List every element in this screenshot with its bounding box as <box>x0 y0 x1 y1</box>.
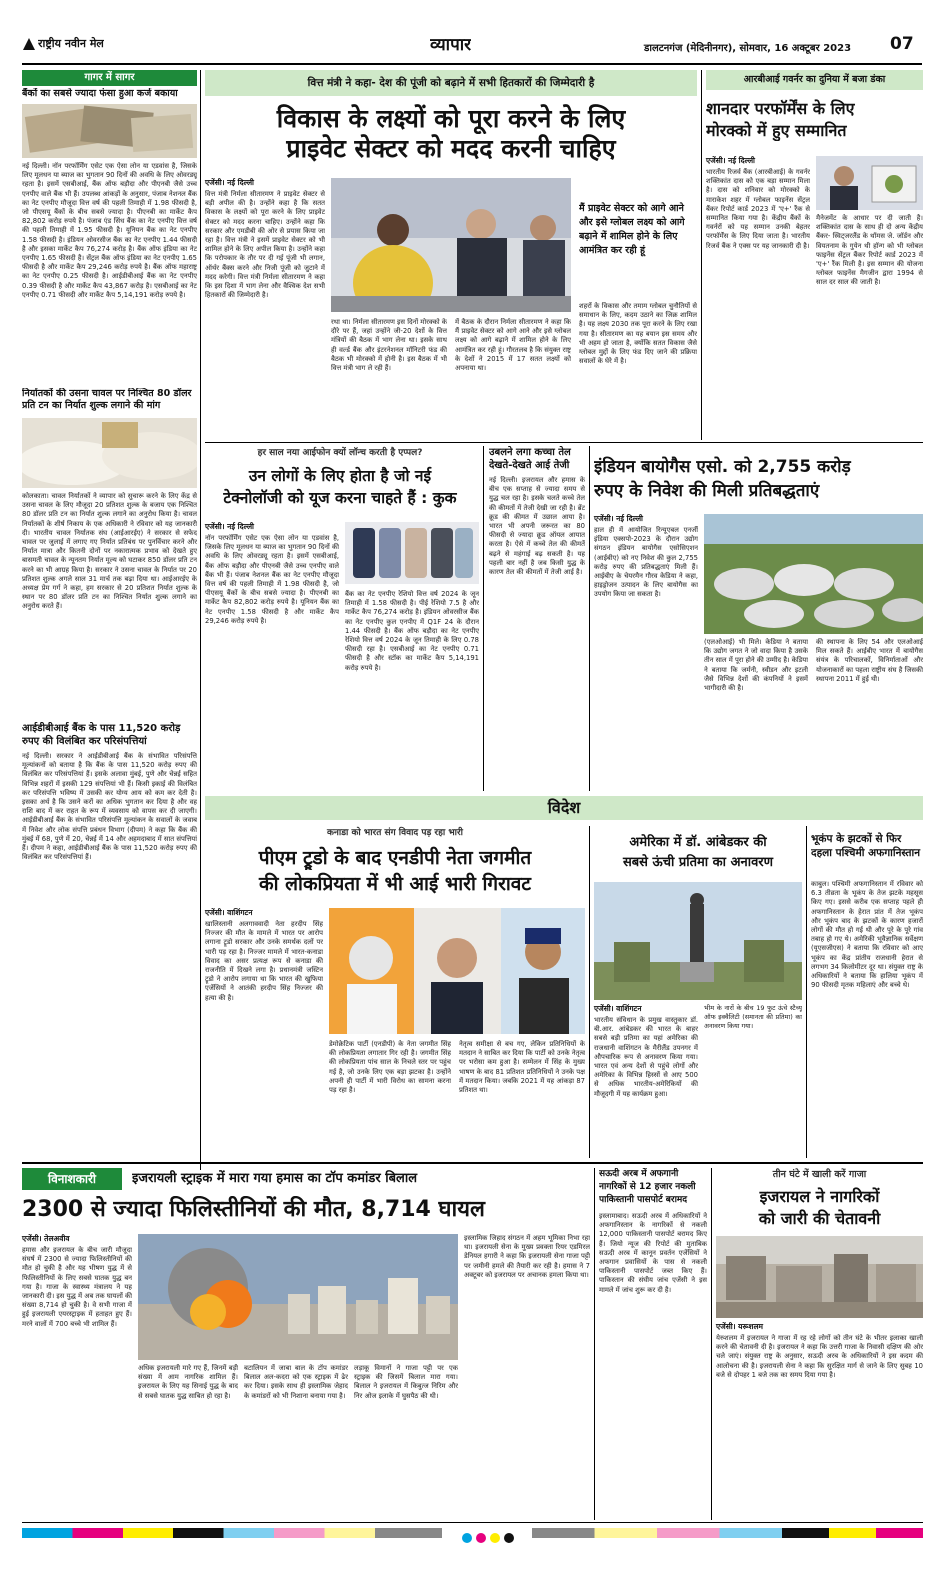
pull-quote: मैं प्राइवेट सेक्टर को आगे आने और इसे ग्लोबल लक्ष्य को आगे बढ़ाने में शामिल होने के लिए आमंत्रित कर रही हूं <box>579 203 685 256</box>
gaza-headline-line-2: को जारी की चेतावनी <box>758 1209 881 1228</box>
videsh-band <box>205 796 923 820</box>
article-body: (एलओआई) भी मिले। केडिया ने बताया कि उद्योग जगत ने जो वादा किया है उसके तीन साल में पूरा होने की उम्मीद है। केडिया ने बताया कि जर्मनी, स्वीडन और इटली जैसे विभिन्न देशों की कंपनियों ने इसमें भागीदारी की है। <box>704 638 808 693</box>
canada-headline-line-1: पीएम ट्रूडो के बाद एनडीपी नेता जगमीत <box>258 847 532 869</box>
saudi-story <box>599 1168 707 1520</box>
currency-photo <box>22 104 197 158</box>
article-body: डेमोक्रेटिक पार्टी (एनडीपी) के नेता जगमीत सिंह की लोकप्रियता लगातार गिर रही है। जगमीत सिंह की लोकप्रियता पांच साल के निचले स्तर पर पहुंच गई है, जो उनके लिए एक बड़ा झटका है। उन्होंने अपनी ही पार्टी में भारी विरोध का सामना करना पड़ रहा है। <box>329 1040 451 1095</box>
footer-rule <box>22 1522 923 1523</box>
kicker-text: आरबीआई गवर्नर का दुनिया में बजा डंका <box>743 74 886 85</box>
column-divider <box>594 1168 595 1520</box>
section-tag <box>22 70 197 86</box>
israel-headline: 2300 से ज्यादा फिलिस्तीनियों की मौत, 8,714 घायल <box>22 1197 485 1222</box>
article-body: नेतृत्व समीक्षा से बच गए, लेकिन प्रतिनिधियों के मतदान ने साबित कर दिया कि पार्टी को उनके नेतृत्व पर भरोसा कम हुआ है। सम्मेलन में सिंह के मुख्य भाषण के बाद 81 प्रतिशत प्रतिनिधियों ने उनके पक्ष में मतदान किया। जबकि 2021 में यह आंकड़ा 87 प्रतिशत था। <box>459 1040 585 1095</box>
article-body: नई दिल्ली। नॉन परफॉर्मिंग एसेट एक ऐसा लोन या एडवांस है, जिसके लिए मूलधन या ब्याज का भुगतान 90 दिनों की अवधि के लिए ओवरड्यू रहता है। इसमें एसबीआई, बैंक ऑफ बड़ौदा और पीएनबी जैसे उच्च एनपीए वाले बैंक भी हैं। उपलब्ध आंकड़ों के अनुसार, पंजाब नेशनल बैंक का नेट एनपीए मौजूदा वित्त वर्ष की पहली तिमाही में 1.98 फीसदी है, जो पीएसयू बैंकों के बीच सबसे ज्यादा है। पीएनबी का मार्केट कैप 82,802 करोड़ रुपये है। पंजाब एंड सिंध बैंक का नेट एनपीए वित्त वर्ष की पहली तिमाही में 1.95 फीसदी है। यूनियन बैंक का नेट एनपीए 1.58 फीसदी है। इंडियन ओवरसीज बैंक का नेट एनपीए 1.44 फीसदी है और इसका मार्केट कैप 76,274 करोड़ है। बैंक ऑफ इंडिया का नेट एनपीए 1.65 फीसदी है। सेंट्रल बैंक ऑफ इंडिया का नेट एनपीए 1.65 फीसदी है और मार्केट कैप 29,246 करोड़ रुपये है। बैंक ऑफ महाराष्ट्र का नेट एनपीए 0.25 फीसदी है। आईडीबीआई बैंक का नेट एनपीए 0.39 फीसदी है और मार्केट कैप 43,867 करोड़ है। एसबीआई का नेट एनपीए 0.71 फीसदी और मार्केट कैप 5,14,191 करोड़ रुपये है। <box>22 162 197 299</box>
gaza-kicker: तीन घंटे में खाली करें गाजा <box>772 1169 867 1180</box>
rbi-governor-photo <box>816 156 923 210</box>
lead-kicker <box>205 70 697 96</box>
left-column <box>22 70 197 1160</box>
byline: एजेंसी। वाशिंगटन <box>594 1004 642 1013</box>
israel-story <box>22 1168 590 1520</box>
registration-strip-right <box>532 1528 923 1538</box>
article-body: शहरों के विकास और तमाम ग्लोबल चुनौतियों से समाधान के लिए, कदम उठाने का जिक्र शामिल है। यह लक्ष्य 2030 तक पूरा करने के लिए रखा गया है। सीतारमण का यह बयान इस समय और भी अहम हो जाता है, क्योंकि सतत विकास जैसे ग्लोबल मुद्दों के लिए फंड दिए जाने की प्रक्रिया सवालों के घेरे में है। <box>579 302 697 366</box>
article-body: लड़ाकू विमानों ने गाजा पट्टी पर एक स्ट्राइक की जिसमें बिलाल मारा गया। बिलाल ने इजरायल में किबुत्ज निरिम और निर ओज इलाके में घुसपैठ की थी। <box>354 1364 458 1400</box>
newspaper-logo: राष्ट्रीय नवीन मेल <box>38 37 104 50</box>
iphone-kicker: हर साल नया आईफोन क्यों लॉन्च करती है एप्पल? <box>257 448 423 458</box>
article-body: इस्लामिक जिहाद संगठन में अहम भूमिका निभा रहा था। इजरायली सेना के मुख्य प्रवक्ता रियर एडमिरल डेनियल हगारी ने कहा कि इजरायली सेना गाजा पट्टी पर जमीनी हमले की तैयारी कर रही है। हमास ने 7 अक्टूबर को इजरायल पर अचानक हमला किया था। <box>464 1234 590 1279</box>
column-divider <box>589 446 590 791</box>
kicker-text: वित्त मंत्री ने कहा- देश की पूंजी को बढ़ाने में सभी हितकारों की जिम्मेदारी है <box>307 77 595 89</box>
iphone-headline-line-1: उन लोगों के लिए होता है जो नई <box>248 467 432 485</box>
byline: एजेंसी। नई दिल्ली <box>706 156 755 165</box>
article-body: बटालियन में जाबा बाल के टॉप कमांडर बिलाल अल-कदरा को एक स्ट्राइक में ढेर कर दिया। इसके साथ ही इस्लामिक जेहाद के कमांडरों को भी निशाना बनाया गया है। <box>244 1364 348 1400</box>
section-rule <box>22 1162 923 1164</box>
biogas-plant-photo <box>704 514 923 634</box>
article-body: नई दिल्ली। इजरायल और हमास के बीच एक सप्ताह से ज्यादा समय से युद्ध चल रहा है। इसके चलते कच्चे तेल की कीमतों में तेजी देखी जा रही है। ब्रेंट क्रूड की कीमत में उछाल आया है। भारत भी अपनी जरूरत का 80 फीसदी से ज्यादा क्रूड ऑयल आयात करता है। ऐसे में कच्चे तेल की कीमतें बढ़ने से महंगाई बढ़ सकती है। यह पहली बार नहीं है जब किसी युद्ध के कारण तेल की कीमतों में तेजी आई है। <box>489 476 585 577</box>
dateline: डालटनगंज (मेदिनीनगर), सोमवार, 16 अक्टूबर 2023 <box>644 43 852 54</box>
article-body: रथा था। निर्मला सीतारमण इस दिनों मोरक्को के दौरे पर हैं, जहां उन्होंने जी-20 देशों के वित्त मंत्रियों की बैठक में भाग लेना था। इसके साथ ही वर्ल्ड बैंक और इंटरनेशनल मॉनिटरी फंड की बैठक भी मोरक्को में होनी है। इस बैठक में भी वित्त मंत्री भाग ले रही हैं। <box>331 318 447 373</box>
biogas-headline-line-2: रुपए के निवेश की मिली प्रतिबद्धताएं <box>594 481 820 501</box>
article-body: इस्लामाबाद। सऊदी अरब में अधिकारियों ने अफगानिस्तान के नागरिकों से नकली 12,000 पाकिस्तानी पासपोर्ट बरामद किए हैं। जियो न्यूज की रिपोर्ट की मुताबिक सऊदी अरब में कानून प्रवर्तन एजेंसियों ने अफगान प्रवासियों के पास से नकली पाकिस्तानी पासपोर्ट जब्त किए हैं। पाकिस्तान की संघीय जांच एजेंसी ने इस मामले में जांच शुरू कर दी है। <box>599 1212 707 1294</box>
section-tag <box>22 1168 122 1190</box>
registration-dots <box>462 1528 522 1538</box>
canada-story <box>205 826 585 1158</box>
byline: एजेंसी। नई दिल्ली <box>594 514 643 523</box>
article-body: की स्थापना के लिए 54 और एलओआई मिल सकते हैं। आईबीए भारत में बायोगैस संयंत्र के परिचालकों, विनिर्माताओं और योजनाकारों का पहला राष्ट्रीय संघ है जिसकी स्थापना 2011 में हुई थी। <box>816 638 923 683</box>
headline: आईडीबीआई बैंक के पास 11,520 करोड़ रुपए की विलंबित कर परिसंपत्तियां <box>22 723 181 747</box>
canada-kicker: कनाडा को भारत संग विवाद पड़ रहा भारी <box>326 828 464 838</box>
article-body: मैनेजमेंट के आधार पर दी जाती है। शक्तिकांत दास के साथ ही दो अन्य केंद्रीय बैंकर- स्विट्जरलैंड के थॉमस जे. जॉर्डन और वियतनाम के गुयेन थी हॉन्ग को भी ग्लोबल फाइनेंस सेंट्रल बैंकर रिपोर्ट कार्ड 2023 में 'ए+' रैंक मिली है। इस सम्मान की योजना ग्लोबल फाइनेंस मैगजीन द्वारा 1994 से साल दर साल की जाती है। <box>816 214 923 287</box>
article-body: भारतीय रिजर्व बैंक (आरबीआई) के गवर्नर शक्तिकांत दास को एक बड़ा सम्मान मिला है। दास को शनिवार को मोरक्को के माराकेश शहर में ग्लोबल फाइनेंस सेंट्रल बैंकर रिपोर्ट कार्ड 2023 में 'ए+' रैंक से सम्मानित किया गया है। केंद्रीय बैंकों के गवर्नरों को यह सम्मान उनकी बेहतर परफॉर्मेंस के लिए दिया जाता है। भारतीय रिजर्व बैंक ने एक्स पर यह जानकारी दी है। <box>706 168 810 250</box>
article-body: खालिस्तानी अलगाववादी नेता हरदीप सिंह निज्जर की मौत के मामले में भारत पर आरोप लगाना ट्रूडो सरकार और उनके समर्थक दलों पर भारी पड़ रहा है। निज्जर मामले में भारत-कनाडा विवाद का असर प्रत्यक्ष रूप से कनाडा की राजनीति में दिखने लगा है। प्रधानमंत्री जस्टिन ट्रूडो ने आरोप लगाया था कि भारत की खुफिया एजेंसियों ने आतंकी हरदीप सिंह निज्जर की हत्या की है। <box>205 920 323 1002</box>
finance-minister-photo <box>331 178 571 312</box>
iphone-headline-line-2: टेक्नोलॉजी को यूज करना चाहते हैं : कुक <box>223 489 457 507</box>
section-rule <box>205 442 923 443</box>
article-body: बैंक का नेट एनपीए रेशियो वित्त वर्ष 2024 के जून तिमाही में 1.58 फीसदी है। पीई रेशियो 7.5 है और मार्केट कैप 76,274 करोड़ है। इंडियन ओवरसीज बैंक का नेट एनपीए कुल एनपीए में Q1F 24 के दौरान 1.44 फीसदी है। बैंक ऑफ बड़ौदा का नेट एनपीए रेशियो वित्त वर्ष 2024 के जून तिमाही के लिए 0.78 फीसदी रहा है। एसबीआई का नेट एनपीए 0.71 फीसदी है और स्टॉक का मार्केट कैप 5,14,191 करोड़ रुपये है। <box>345 590 479 672</box>
gaza-strike-photo <box>138 1234 458 1360</box>
saudi-headline: सऊदी अरब में अफगानी नागरिकों से 12 हजार नकली पाकिस्तानी पासपोर्ट बरामद <box>599 1169 696 1205</box>
section-tag-text: विनाशकारी <box>47 1172 97 1186</box>
article-body: हमास और इजरायल के बीच जारी मौजूदा संघर्ष में 2300 से ज्यादा फिलिस्तीनियों की मौत हो चुकी है और यह भीषण युद्ध में से फिलिस्तीनियों के लिए सबसे घातक युद्ध बन गया है। गाजा के स्वास्थ्य मंत्रालय ने यह जानकारी दी। इस युद्ध में अब तक घायलों की संख्या 8,714 हो चुकी है। वे सभी गाजा में हुई इजरायली एयरस्ट्राइक में हताहत हुए हैं। मरने वालों में 700 बच्चे भी शामिल हैं। <box>22 1246 132 1328</box>
ambedkar-headline-line-2: सबसे ऊंची प्रतिमा का अनावरण <box>622 855 774 870</box>
leaders-photo <box>329 908 585 1034</box>
ambedkar-statue-photo <box>594 882 802 1000</box>
column-divider <box>806 826 807 1158</box>
rbi-story <box>706 70 923 440</box>
oil-headline: उबलने लगा कच्चा तेल देखते-देखते आई तेजी <box>489 447 571 471</box>
byline: एजेंसी। नई दिल्ली <box>205 178 254 187</box>
article-body: में बैठक के दौरान निर्मला सीतारमण ने कहा कि मैं प्राइवेट सेक्टर को आगे आने और इसे ग्लोबल लक्ष्य को आगे बढ़ाने में शामिल होने के लिए आमंत्रित कर रही हूं। गौरतलब है कि संयुक्त राष्ट्र के देशों ने 2015 में 17 सतत लक्ष्यों को अपनाया था। <box>455 318 571 373</box>
article-body: काबुल। पश्चिमी अफगानिस्तान में रविवार को 6.3 तीव्रता के भूकंप के तेज झटके महसूस किए गए। इससे करीब एक सप्ताह पहले ही अफगानिस्तान के हेरात प्रांत में तेज भूकंप और भूकंप बाद के झटकों के कारण हजारों लोगों की मौत हो गई थी और पूरे के पूरे गांव तबाह हो गए थे। अमेरिकी भूवैज्ञानिक सर्वेक्षण (यूएसजीएस) ने बताया कि रविवार को आए भूकंप का केंद्र प्रांतीय राजधानी हेरात से लगभग 34 किलोमीटर दूर था। संयुक्त राष्ट्र के अधिकारियों ने बताया कि हालिया भूकंप में 90 फीसदी मृतक महिलाएं और बच्चे थे। <box>811 880 923 990</box>
registration-strip-left <box>22 1528 442 1538</box>
masthead <box>22 30 922 66</box>
headline: बैंकों का सबसे ज्यादा फंसा हुआ कर्ज बकाया <box>22 88 178 99</box>
rbi-kicker <box>706 70 923 90</box>
article-body: नई दिल्ली। सरकार ने आईडीबीआई बैंक के संभावित परिसंपत्ति मूल्यांकनों को बताया है कि बैंक के पास 11,520 करोड़ रुपए की विलंबित कर परिसंपत्तियां हैं। इसके अलावा मुंबई, पुणे और चेन्नई सहित विभिन्न शहरों में इसकी 129 संपत्तियां भी हैं। किसी इकाई की विलंबित कर परिसंपत्ति भविष्य में उसकी कर योग्य आय को कम कर देती है। इसका अर्थ है कि उसने करों का अधिक भुगतान कर दिया है और वह राशि बाद में कर राहत के रूप में व्यवसाय को वापस कर दी जाएगी। आईडीबीआई बैंक के संभावित परिसंपत्ति मूल्यांकन के सवालों के जवाब में निवेश और लोक संपत्ति प्रबंधन विभाग (दीपम) ने कहा कि बैंक की मुंबई में 68, पुणे में 20, चेन्नई में 14 और अहमदाबाद में सात संपत्तियां हैं। दीपम ने कहा, आईडीबीआई बैंक के पास 11,520 करोड़ रुपए की विलंबित कर परिसंपत्तियां हैं। <box>22 752 197 862</box>
byline: एजेंसी। वाशिंगटन <box>205 908 253 917</box>
ambedkar-story <box>594 826 802 1158</box>
photo-caption: भीम के नारों के बीच 19 फुट ऊंचे स्टैच्यू ऑफ इक्वैलिटी (समानता की प्रतिमा) का अनावरण किया गया। <box>704 1004 802 1031</box>
quake-headline: भूकंप के झटकों से फिर दहला पश्चिमी अफगानिस्तान <box>811 833 921 859</box>
newspaper-logo-icon <box>22 36 36 50</box>
iphone-photo <box>345 522 479 584</box>
masthead-rule <box>22 63 922 65</box>
column-divider <box>701 70 702 440</box>
israel-kicker: इजरायली स्ट्राइक में मारा गया हमास का टॉप कमांडर बिलाल <box>132 1171 418 1186</box>
rice-photo <box>22 418 197 488</box>
lead-story <box>205 70 697 440</box>
iphone-story <box>205 446 585 791</box>
column-divider <box>589 826 590 1158</box>
section-name: व्यापार <box>430 35 472 55</box>
quake-story <box>811 826 923 1158</box>
gaza-ruins-photo <box>716 1236 923 1318</box>
byline: एजेंसी। तेलअवीव <box>22 1234 70 1243</box>
byline: एजेंसी। नई दिल्ली <box>205 522 254 531</box>
biogas-headline-line-1: इंडियन बायोगैस एसो. को 2,755 करोड़ <box>594 457 851 477</box>
article-body: नॉन परफॉर्मिंग एसेट एक ऐसा लोन या एडवांस है, जिसके लिए मूलधन या ब्याज का भुगतान 90 दिनों की अवधि के लिए ओवरड्यू रहता है। इसमें एसबीआई, बैंक ऑफ बड़ौदा और पीएनबी जैसे उच्च एनपीए वाले बैंक भी हैं। पंजाब नेशनल बैंक का नेट एनपीए मौजूदा वित्त वर्ष की पहली तिमाही में 1.98 फीसदी है, जो पीएसयू बैंकों के बीच सबसे ज्यादा है। पीएनबी का मार्केट कैप 82,802 करोड़ रुपये है। यूनियन बैंक का नेट एनपीए 1.58 फीसदी है और मार्केट कैप 29,246 करोड़ रुपये है। <box>205 534 339 625</box>
article-body: अधिक इजरायली मारे गए हैं, जिनमें बड़ी संख्या में आम नागरिक शामिल हैं। इजरायल के लिए यह सिनाई युद्ध के बाद से सबसे घातक युद्ध साबित हो रहा है। <box>138 1364 238 1400</box>
lead-headline-line-1: विकास के लक्ष्यों को पूरा करने के लिए <box>276 104 626 133</box>
article-body: वित्त मंत्री निर्मला सीतारमण ने प्राइवेट सेक्टर से बड़ी अपील की है। उन्होंने कहा है कि सतत विकास के लक्ष्यों को पूरा करने के लिए प्राइवेट सेक्टर को मदद करना चाहिए। उन्होंने कहा कि सरकार और एमडीबी की ओर से प्रयास किया जा रहा है। वित्त मंत्री ने इसमें प्राइवेट सेक्टर को भी शामिल होने के लिए अपील किया है। उन्होंने कहा कि परोपकार के तौर पर दी गई पूंजी भी लगान, ऑर्थर बैंक्स करने और निजी पूंजी को जुटाने में मदद करेगी। वित्त मंत्री निर्मला सीतारमण ने कहा कि इस दिशा में भाग लेना और वैश्विक देश सभी हितकारों की जिम्मेदारी है। <box>205 190 325 300</box>
videsh-label: विदेश <box>547 798 581 817</box>
gaza-headline-line-1: इजरायल ने नागरिकों <box>759 1187 880 1206</box>
column-divider <box>711 1168 712 1520</box>
page-number: 07 <box>890 34 914 54</box>
color-registration-bar <box>22 1526 923 1540</box>
byline: एजेंसी। यरूशलम <box>716 1322 764 1331</box>
gaza-warning-story <box>716 1168 923 1520</box>
rbi-headline-line-2: मोरक्को में हुए सम्मानित <box>706 121 847 140</box>
headline: निर्यातकों की उसना चावल पर निश्चित 80 डॉलर प्रति टन का निर्यात शुल्क लगाने की मांग <box>22 388 192 411</box>
biogas-story <box>594 446 923 791</box>
article-body: कोलकाता। चावल निर्यातकों ने व्यापार को सुचारू करने के लिए केंद्र से उसना चावल के लिए मौजूदा 20 प्रतिशत शुल्क के बजाय एक निश्चित 80 डॉलर प्रति टन का निर्यात शुल्क लगाने का अनुरोध किया है। चावल निर्यातकों के शीर्ष निकाय के एक अधिकारी ने रविवार को यह जानकारी दी। भारतीय चावल निर्यातक संघ (आईआरईए) ने सरकार से सफेद चावल पर जुलाई में लगाए गए निर्यात प्रतिबंध पर पुनर्विचार करने और निर्यात मात्रा और कितनी दोनों पर नकारात्मक प्रभाव को देखते हुए बासमती चावल के न्यूनतम निर्यात मूल्य को घटाकर 850 डॉलर प्रति टन करने का भी आग्रह किया है। सरकार ने उसना चावल के निर्यात पर 20 प्रतिशत शुल्क अगले साल 31 मार्च तक बढ़ा दिया था। आईआरईए के अध्यक्ष प्रेम गर्ग ने कहा, हम सरकार से 20 प्रतिशत निर्यात शुल्क के स्थान पर 80 डॉलर प्रति टन का निश्चित निर्यात शुल्क लगाने का अनुरोध करते हैं। <box>22 492 197 611</box>
article-body: भारतीय संविधान के प्रमुख वास्तुकार डॉ. बी.आर. आंबेडकर की भारत के बाहर सबसे बड़ी प्रतिमा का यहां अमेरिका की राजधानी वाशिंगटन के मैरीलैंड उपनगर में औपचारिक रूप से अनावरण किया गया। भारत एवं अन्य देशों से पहुंचे लोगों और अमेरिका के विभिन्न हिस्सों से आए 500 से अधिक भारतीय-अमेरिकियों की मौजूदगी में यह कार्यक्रम हुआ। <box>594 1016 698 1098</box>
lead-headline-line-2: प्राइवेट सेक्टर को मदद करनी चाहिए <box>286 134 616 163</box>
article-body: हाल ही में आयोजित रिन्यूएबल एनर्जी इंडिया एक्सपो-2023 के दौरान उद्योग संगठन इंडियन बायोगैस एसोसिएशन (आईबीए) को नए निवेश की कुल 2,755 करोड़ रुपए की प्रतिबद्धताएं मिली हैं। आईबीए के चेयरमैन गौरव केडिया ने कहा, हाइड्रोजन उत्पादन के लिए बायोगैस का उपयोग किया जा सकता है। <box>594 526 698 599</box>
rbi-headline-line-1: शानदार परफॉर्मेंस के लिए <box>706 99 855 118</box>
section-tag-text: गागर में सागर <box>84 72 135 83</box>
column-divider <box>483 446 484 791</box>
canada-headline-line-2: की लोकप्रियता में भी आई भारी गिरावट <box>259 873 531 895</box>
ambedkar-headline-line-1: अमेरिका में डॉ. आंबेडकर की <box>629 835 767 850</box>
article-body: येरुशलम में इजरायल ने गाजा में रह रहे लोगों को तीन घंटे के भीतर इलाका खाली करने की चेतावनी दी है। इजरायल ने कहा कि उत्तरी गाजा के निवासी दक्षिण की ओर चले जाएं। संयुक्त राष्ट्र के अनुसार, सऊदी अरब के अधिकारियों ने इस कदम की आलोचना की है। इजरायली सेना ने कहा कि सुरक्षित मार्ग से जाने के लिए सुबह 10 बजे से दोपहर 1 बजे तक का समय दिया गया है। <box>716 1334 923 1379</box>
column-divider <box>200 70 201 1170</box>
